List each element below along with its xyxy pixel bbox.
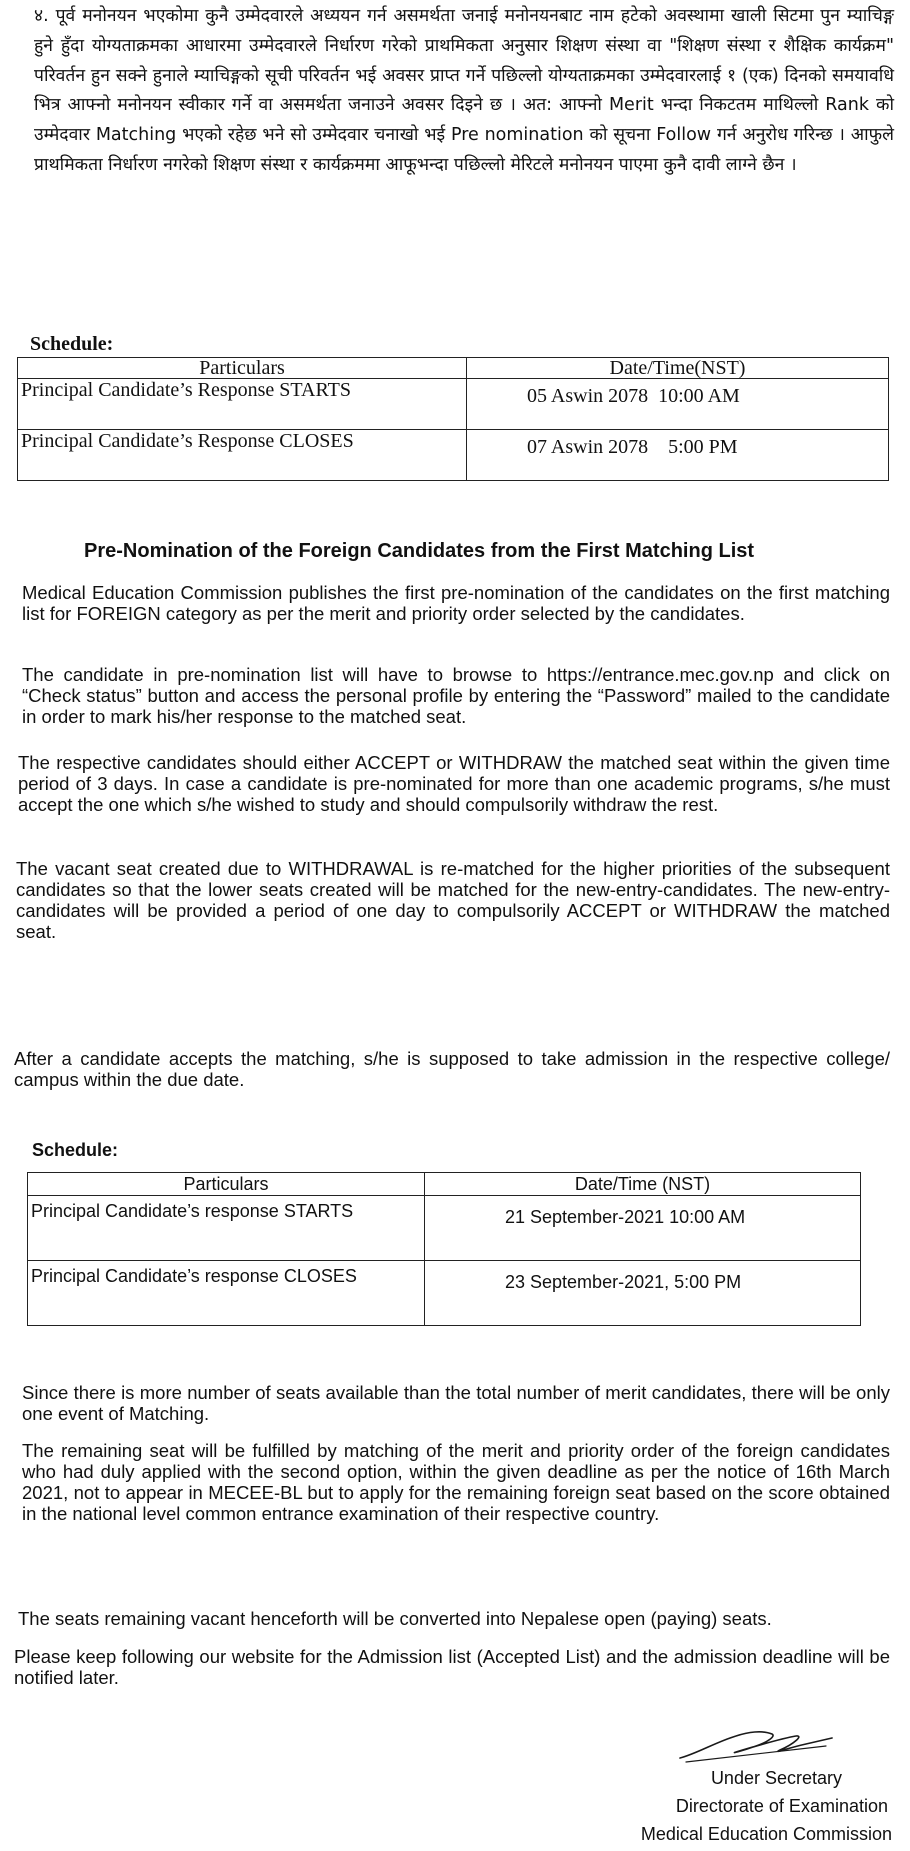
table-header-row	[18, 358, 889, 379]
signatory-title: Under Secretary	[710, 1768, 842, 1788]
paragraph-browse-instructions: The candidate in pre-nomination list will have to browse to https://entrance.mec.gov.np and click on “Check status” button and access the personal profile by entering the “Password” mailed to the candidate in order to mark his/her response to the matched seat.	[22, 664, 890, 727]
paragraph-accept-withdraw: The respective candidates should either ACCEPT or WITHDRAW the matched seat within the given time period of 3 days. In case a candidate is pre-nominated for more than one academic programs, s/he must accept the one which s/he wished to study and should compulsorily withdraw the rest.	[18, 752, 890, 815]
column-header-particulars: Particulars	[18, 358, 467, 379]
schedule-label-foreign-section: Schedule:	[32, 1140, 119, 1160]
table-row	[18, 430, 889, 481]
paragraph-vacant-conversion: The seats remaining vacant henceforth will be converted into Nepalese open (paying) seats.	[18, 1608, 772, 1629]
column-header-datetime: Date/Time(NST)	[467, 358, 889, 379]
paragraph-one-event: Since there is more number of seats available than the total number of merit candidates, there will be only one event of Matching.	[22, 1382, 890, 1424]
table-cell-datetime: 05 Aswin 2078 10:00 AM	[467, 379, 889, 430]
column-header-datetime: Date/Time (NST)	[425, 1173, 861, 1196]
table-cell-particular: Principal Candidate’s response CLOSES	[28, 1261, 425, 1326]
signature-block	[641, 1764, 892, 1848]
table-cell-datetime: 23 September-2021, 5:00 PM	[425, 1261, 861, 1326]
paragraph-remaining-seat: The remaining seat will be fulfilled by matching of the merit and priority order of the foreign candidates who had duly applied with the second option, within the given deadline as per the notice of 16th March 2021, not to appear in MECEE-BL but to apply for the remaining foreign seat based on the score obtained in the national level common entrance examination of their respective country.	[22, 1440, 890, 1524]
schedule-table-september	[27, 1172, 861, 1326]
paragraph-publication: Medical Education Commission publishes the first pre-nomination of the candidates on the first matching list for FOREIGN category as per the merit and priority order selected by the candidates.	[22, 582, 890, 624]
table-cell-particular: Principal Candidate’s Response STARTS	[18, 379, 467, 430]
handwritten-signature	[676, 1724, 836, 1768]
column-header-particulars: Particulars	[28, 1173, 425, 1196]
section-heading: Pre-Nomination of the Foreign Candidates from the First Matching List	[84, 540, 755, 562]
table-header-row	[28, 1173, 861, 1196]
table-cell-particular: Principal Candidate’s Response CLOSES	[18, 430, 467, 481]
table-row	[28, 1261, 861, 1326]
table-cell-datetime: 07 Aswin 2078 5:00 PM	[467, 430, 889, 481]
schedule-table-aswin	[17, 357, 889, 481]
table-row	[28, 1196, 861, 1261]
paragraph-vacant-seat: The vacant seat created due to WITHDRAWAL is re-matched for the higher priorities of the subsequent candidates so that the lower seats created will be matched for the new-entry-candidates. The new-entry-candidates will be provided a period of one day to compulsorily ACCEPT or WITHDRAW the matched seat.	[16, 858, 890, 942]
table-row	[18, 379, 889, 430]
nepali-notice-paragraph: ४. पूर्व मनोनयन भएकोमा कुनै उम्मेदवारले अध्ययन गर्न असमर्थता जनाई मनोनयनबाट नाम हटेको अवस्थामा खाली सिटमा पुन म्याचिङ्ग हुने हुँदा योग्यताक्रमका आधारमा उम्मेदवारले निर्धारण गरेको प्राथमिकता अनुसार शिक्षण संस्था वा "शिक्षण संस्था र शैक्षिक कार्यक्रम" परिवर्तन हुन सक्ने हुनाले म्याचिङ्गको सूची परिवर्तन भई अवसर प्राप्त गर्ने पछिल्लो योग्यताक्रमका उम्मेदवारलाई १ (एक) दिनको समयावधि भित्र आफ्नो मनोनयन स्वीकार गर्ने वा असमर्थता जनाउने अवसर दिइने छ । अत: आफ्नो Merit भन्दा निकटतम माथिल्लो Rank को उम्मेदवार Matching भएको रहेछ भने सो उम्मेदवार चनाखो भई Pre nomination को सूचना Follow गर्न अनुरोध गरिन्छ । आफुले प्राथमिकता निर्धारण नगरेको शिक्षण संस्था र कार्यक्रममा आफूभन्दा पछिल्लो मेरिटले मनोनयन पाएमा कुनै दावी लाग्ने छैन ।	[34, 6, 894, 175]
signatory-directorate: Directorate of Examination	[675, 1796, 888, 1816]
table-cell-datetime: 21 September-2021 10:00 AM	[425, 1196, 861, 1261]
schedule-label-nepali-section: Schedule:	[30, 333, 114, 355]
paragraph-keep-following: Please keep following our website for the Admission list (Accepted List) and the admission deadline will be notified later.	[14, 1646, 890, 1688]
signatory-organization: Medical Education Commission	[640, 1824, 892, 1844]
table-cell-particular: Principal Candidate’s response STARTS	[28, 1196, 425, 1261]
paragraph-admission: After a candidate accepts the matching, s/he is supposed to take admission in the respective college/ campus within the due date.	[14, 1048, 890, 1090]
